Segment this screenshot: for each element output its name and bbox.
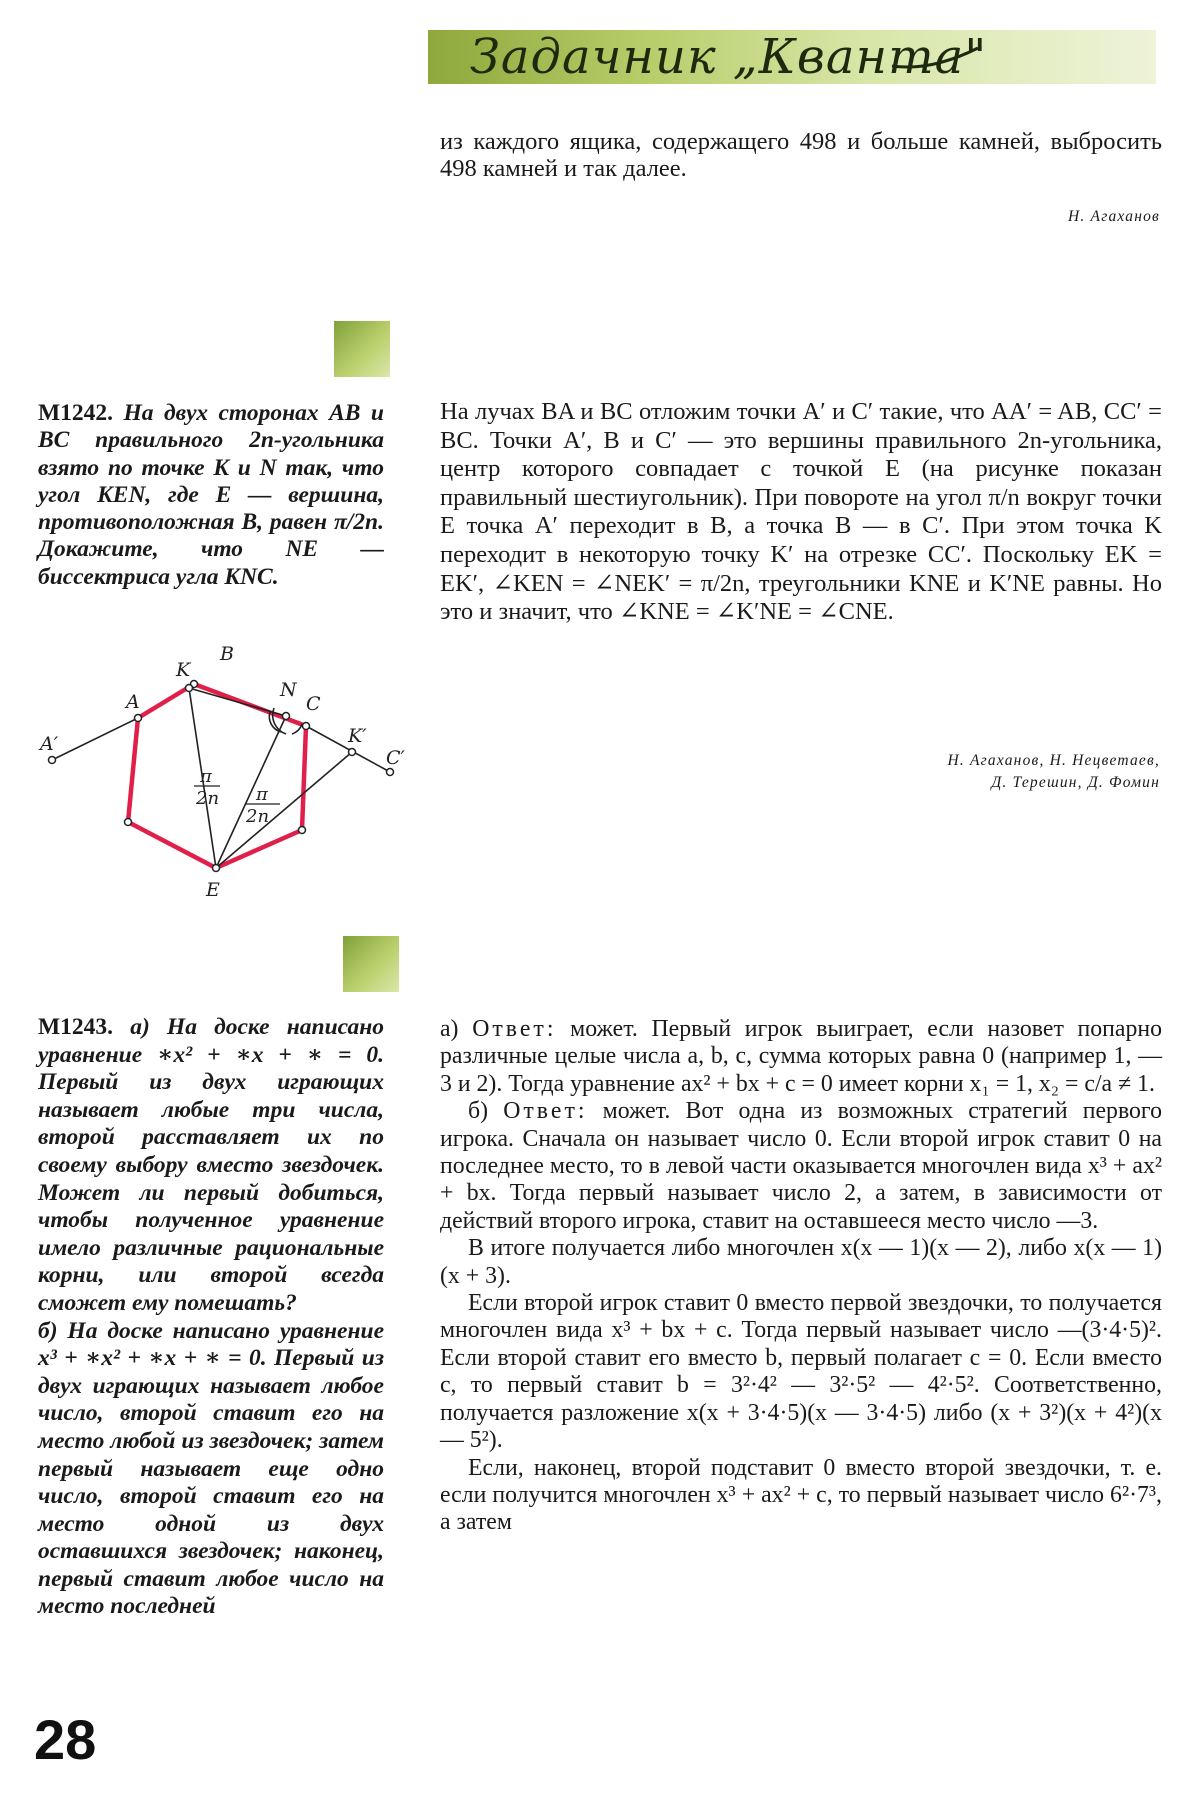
point-c bbox=[303, 723, 310, 730]
m1243-problem-a-text: а) На доске написано уравнение ∗x² + ∗x + ∗ = 0. Первый из двух играющих называет любые три числа, второй расставляет их по своему выбору вместо звездочек. Может ли первый добиться, чтобы полученное уравнение имело различные рациональные корни, или второй всегда сможет ему помешать? bbox=[38, 1014, 385, 1316]
label-c-prime: C′ bbox=[386, 747, 405, 769]
m1243-problem-a bbox=[38, 1014, 384, 1318]
m1242-solution bbox=[440, 398, 1162, 627]
answer-b-text: может. Вот одна из возможных стратегий первого игрока. Сначала он называет число 0. Если второй игрок ставит 0 на последнее место, то в левой части оказывается многочлен вида x³ + ax² + bx. Тогда первый называет число 2, а затем, в зависимости от действий второго игрока, ставит на оставшееся место число —3. bbox=[440, 1098, 1162, 1234]
m1242-problem-text: На двух сторонах AB и BC правильного 2n-угольника взято по точке K и N так, что угол KEN, где E — вершина, противоположная B, равен π/2n. Докажите, что NE — биссектриса угла KNC. bbox=[38, 400, 384, 590]
point-e bbox=[213, 865, 220, 872]
m1243-answer-a: а) Ответ: может. Первый игрок выиграет, если назовет попарно различные целые числа a, b, c, сумма которых равна 0 (например 1, —3 и 2). Тогда уравнение ax² + bx + c = 0 имеет корни x₁ = 1, x₂ = c/a ≠ 1. bbox=[440, 1016, 1162, 1097]
answer-b-label: Ответ: bbox=[503, 1098, 588, 1125]
label-n: N bbox=[280, 679, 297, 701]
angle-2-denominator: 2n bbox=[246, 806, 270, 827]
page-number: 28 bbox=[34, 1708, 97, 1771]
m1243-para-4: Если второй игрок ставит 0 вместо первой звездочки, то получается многочлен вида x³ + bx + c. Тогда первый называет число —(3·4·5)². Если второй ставит его вместо b, первый полагает c = 0. Если вместо c, то первый ставит b = 3²·4² — 3²·5² — 4²·5². Соответственно, получается разложение x(x + 3·4·5)(x — 3·4·5) либо (x + 3²)(x + 4²)(x — 5²). bbox=[440, 1290, 1162, 1454]
angle-1-denominator: 2n bbox=[196, 788, 220, 809]
label-b: B bbox=[220, 643, 234, 665]
continuation-author: Н. Агаханов bbox=[1067, 208, 1160, 225]
section-title: Задачник „Кванта" bbox=[470, 29, 988, 85]
hexagon-figure bbox=[34, 640, 414, 900]
continuation-text: из каждого ящика, содержащего 498 и больше камней, выбросить 498 камней и так далее. bbox=[440, 128, 1162, 183]
point-c-prime bbox=[387, 769, 394, 776]
point-hex-lower-right bbox=[299, 827, 306, 834]
answer-a-text: может. Первый игрок выиграет, если назовет попарно различные целые числа a, b, c, сумма которых равна 0 (например 1, —3 и 2). Тогда уравнение ax² + bx + c = 0 имеет корни x₁ = 1, x₂ = c/a ≠ 1. bbox=[440, 1016, 1162, 1097]
segment-ek-prime bbox=[216, 752, 352, 868]
point-k-prime bbox=[349, 749, 356, 756]
problem-marker-square-2 bbox=[343, 936, 399, 992]
point-hex-lower-left bbox=[125, 819, 132, 826]
m1243-id: M1243. bbox=[38, 1014, 114, 1040]
m1242-authors-line1: Н. Агаханов, Н. Нецветаев, bbox=[947, 752, 1160, 769]
label-k-prime: K′ bbox=[348, 725, 367, 747]
m1243-solution bbox=[440, 1016, 1162, 1537]
angle-1-numerator: π bbox=[200, 766, 212, 787]
m1243-problem bbox=[38, 1014, 384, 1621]
m1242-id: M1242. bbox=[38, 400, 114, 426]
regular-hexagon bbox=[128, 684, 306, 868]
point-a-prime bbox=[49, 757, 56, 764]
segment-kn bbox=[189, 688, 286, 716]
label-e: E bbox=[206, 879, 220, 900]
ray-a-prime bbox=[52, 718, 138, 760]
angle-2-numerator: π bbox=[256, 784, 268, 805]
m1243-problem-b-text: б) На доске написано уравнение x³ + ∗x² + ∗x + ∗ = 0. Первый из двух играющих называет любое число, второй ставит его на место любой из звездочек; затем первый называет еще одно число, второй ставит его на место одной из двух оставшихся звездочек; наконец, первый ставит любое число на место последней bbox=[38, 1317, 384, 1620]
problem-marker-square-1 bbox=[334, 321, 390, 377]
label-c: C bbox=[306, 693, 321, 715]
answer-a-label: Ответ: bbox=[472, 1016, 557, 1042]
top-continuation bbox=[440, 128, 1162, 182]
m1243-answer-b: б) Ответ: может. Вот одна из возможных стратегий первого игрока. Сначала он называет число 0. Если второй игрок ставит 0 на последнее место, то в левой части оказывается многочлен вида x³ + ax² + bx. Тогда первый называет число 2, а затем, в зависимости от действий второго игрока, ставит на оставшееся место число —3. bbox=[440, 1098, 1162, 1234]
m1242-authors bbox=[947, 750, 1160, 794]
label-a: A bbox=[126, 691, 140, 713]
point-a bbox=[135, 715, 142, 722]
title-swash-decoration bbox=[890, 40, 980, 74]
m1243-para-3: В итоге получается либо многочлен x(x — 1)(x — 2), либо x(x — 1)(x + 3). bbox=[440, 1235, 1162, 1289]
m1242-solution-text: На лучах BA и BC отложим точки A′ и C′ такие, что AA′ = AB, CC′ = BC. Точки A′, B и C′ — это вершины правильного 2n-угольника, центр которого совпадает с точкой E (на рисунке показан правильный шестиугольник). При повороте на угол π/n вокруг точки E точка A′ переходит в B, а точка B — в C′. При этом точка K переходит в некоторую точку K′ на отрезке CC′. Поскольку EK = EK′, ∠KEN = ∠NEK′ = π/2n, треугольники KNE и K′NE равны. Но это и значит, что ∠KNE = ∠K′NE = ∠CNE. bbox=[440, 398, 1162, 626]
segment-en bbox=[216, 716, 286, 868]
m1242-problem bbox=[38, 400, 384, 591]
m1243-para-5: Если, наконец, второй подставит 0 вместо второй звездочки, т. е. если получится многочлен x³ + ax² + c, то первый называет число 6²·7³, а затем bbox=[440, 1454, 1162, 1536]
m1242-authors-line2: Д. Терешин, Д. Фомин bbox=[991, 774, 1160, 791]
label-k: K bbox=[176, 659, 191, 681]
point-k bbox=[186, 685, 193, 692]
label-a-prime: A′ bbox=[40, 733, 59, 755]
point-n bbox=[283, 713, 290, 720]
